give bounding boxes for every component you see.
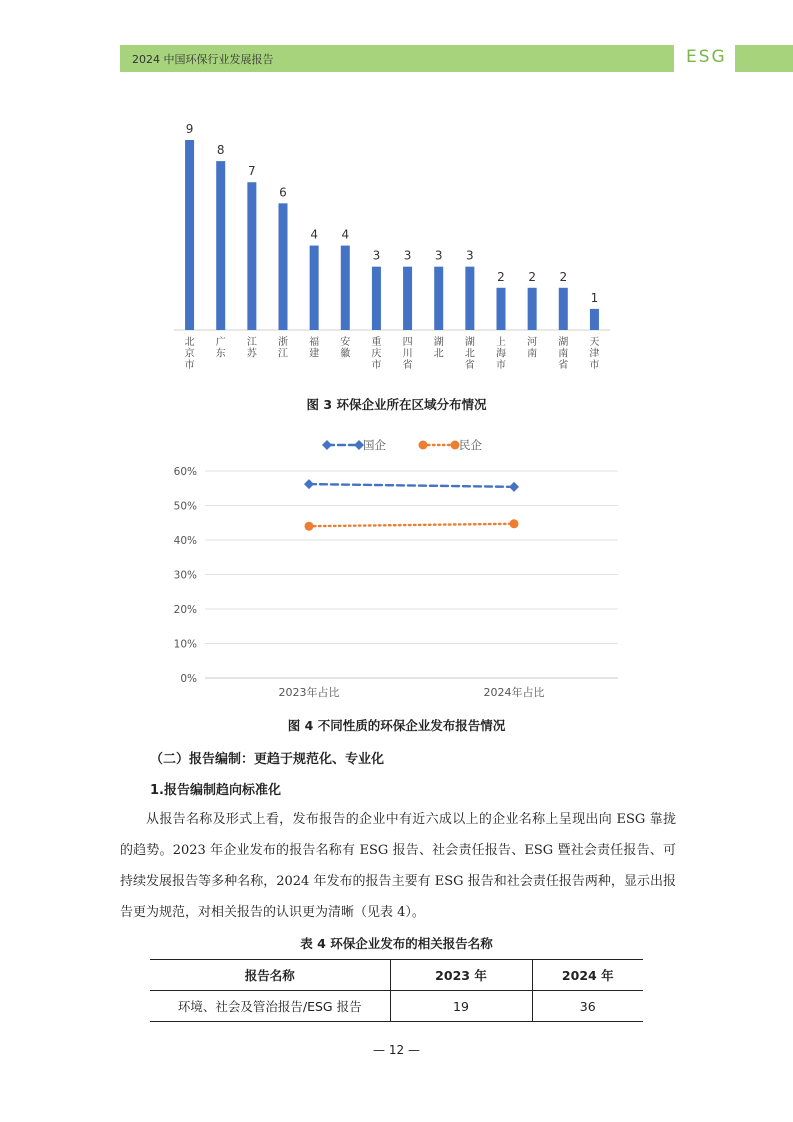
x-tick-label: 2023年占比 [278,686,340,699]
y-tick-label: 40% [173,535,197,547]
category-label: 浙江 [278,337,288,360]
table-header-row [150,960,643,991]
header-tab-block [735,45,793,72]
section-subheading: 1.报告编制趋向标准化 [150,783,281,798]
category-label: 河南 [527,337,538,360]
bar [185,140,194,330]
bar [559,288,568,330]
y-tick-label: 20% [173,604,197,616]
table-cell: 19 [390,991,532,1022]
report-name-table [150,959,643,1022]
bar-value-label: 8 [216,143,225,158]
y-tick-label: 30% [173,569,197,582]
bar-value-label: 3 [403,248,412,263]
category-label: 湖北省 [464,337,475,371]
table-header-cell: 报告名称 [244,968,295,983]
x-tick-label: 2024年占比 [483,686,545,699]
category-label: 湖北 [433,337,444,360]
ownership-line-chart [0,430,793,705]
data-point [510,519,519,528]
figure4-caption: 图 4 不同性质的环保企业发布报告情况 [287,718,506,733]
bar [465,267,474,330]
legend-label: 民企 [459,438,482,452]
category-label: 湖南省 [558,337,569,371]
header-title: 2024 中国环保行业发展报告 [132,53,274,66]
bar-value-label: 3 [466,248,474,263]
category-label: 四川省 [402,337,413,371]
legend-marker [419,441,428,450]
table-header-cell: 2024 年 [532,960,643,991]
data-point [305,522,314,531]
bar-value-label: 9 [185,122,194,136]
figure3-caption: 图 3 环保企业所在区域分布情况 [306,397,487,412]
bar [216,161,225,330]
category-label: 重庆市 [371,337,382,371]
category-label: 安徽 [340,337,351,360]
category-label: 上海市 [496,337,506,371]
y-tick-label: 10% [173,638,197,651]
bar [403,267,412,330]
y-tick-label: 50% [173,500,197,513]
data-point [304,479,314,489]
table-cell: 环境、社会及管治报告/ESG 报告 [177,999,362,1014]
bar [372,267,381,330]
bar-value-label: 3 [372,248,381,263]
category-label: 天津市 [589,337,600,371]
category-label: 北京市 [184,337,195,371]
bar-value-label: 3 [434,248,443,263]
category-label: 广东 [215,337,226,360]
bar [310,246,319,330]
header-esg-badge: ESG [686,47,727,67]
bar-value-label: 4 [310,227,318,242]
y-tick-label: 60% [173,466,197,478]
bar-value-label: 7 [248,164,256,179]
region-bar-chart [0,100,793,385]
legend-label: 国企 [363,438,386,452]
bar-value-label: 2 [497,269,505,284]
section-heading: （二）报告编制：更趋于规范化、专业化 [150,752,385,767]
page-number: — 12 — [373,1043,420,1057]
bar [528,288,537,330]
bar-value-label: 6 [279,185,287,200]
table-row [150,991,643,1022]
bar [497,288,506,330]
series-line [309,484,514,487]
bar-value-label: 2 [559,269,568,284]
category-label: 福建 [309,337,320,360]
bar-value-label: 4 [341,227,350,242]
bar [247,182,256,330]
bar [590,309,599,330]
data-point [509,482,519,492]
body-paragraph: 从报告名称及形式上看，发布报告的企业中有近六成以上的企业名称上呈现出向 ESG 靠拢的趋势。2023 年企业发布的报告名称有 ESG 报告、社会责任报告、ESG 暨社会责任报告、可持续发展报告等多种名称，2024 年发布的报告主要有 ESG 报告和社会责任报告两种，显示出报告更为规范，对相关报告的认识更为清晰（见表 4）。 [120,812,676,920]
bar [279,203,288,330]
bar-value-label: 2 [528,269,536,284]
legend-marker [322,440,332,450]
table4-caption: 表 4 环保企业发布的相关报告名称 [300,936,493,951]
bar [434,267,443,330]
bar [341,246,350,330]
table-cell: 36 [532,991,643,1022]
series-line [309,524,514,526]
bar-value-label: 1 [590,290,599,305]
y-tick-label: 0% [180,673,197,685]
header-bar [120,45,674,72]
category-label: 江苏 [246,337,257,360]
table-header-cell: 2023 年 [390,960,532,991]
